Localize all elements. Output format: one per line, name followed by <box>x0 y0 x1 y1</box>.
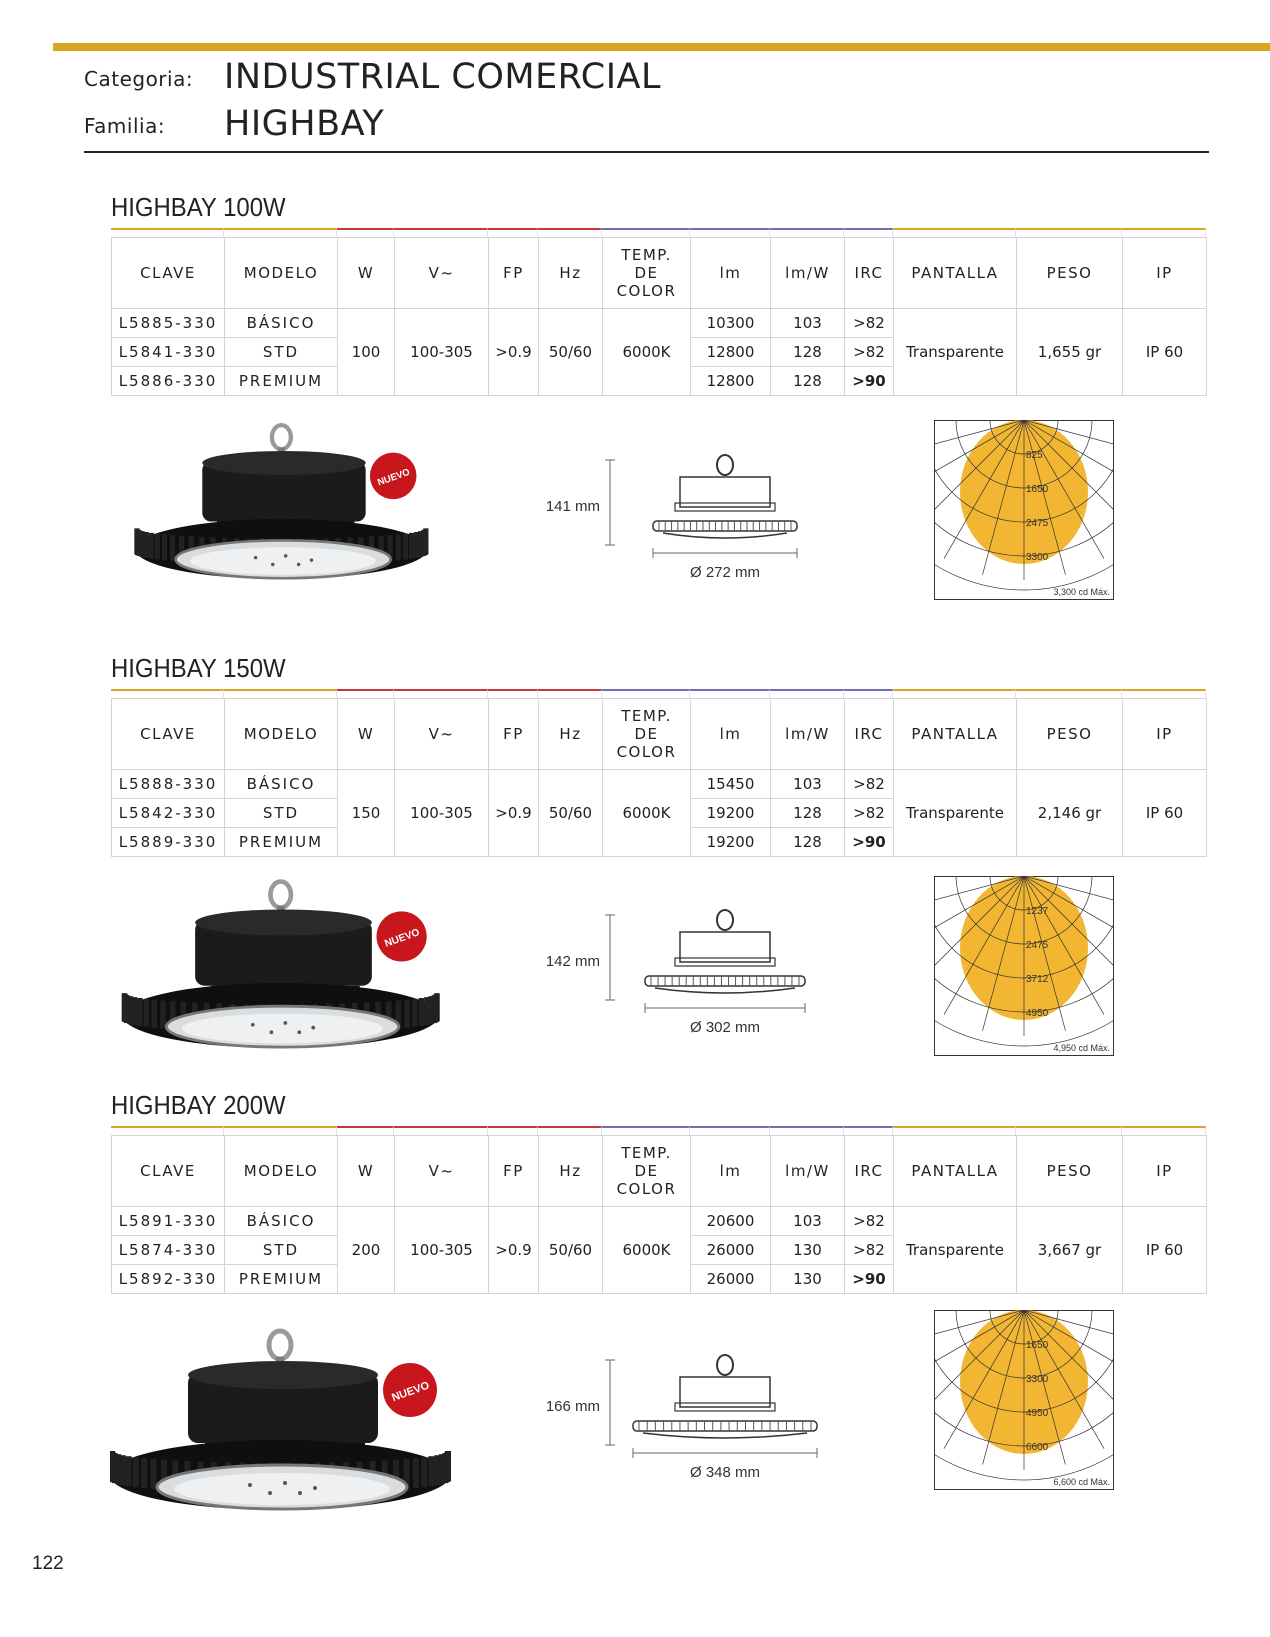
polar-ring-label: 825 <box>1026 450 1043 461</box>
spec-table <box>111 1135 1207 1294</box>
header-rule <box>84 151 1209 153</box>
w-cell: 100 <box>338 309 395 396</box>
polar-max-label: 4,950 cd Máx. <box>1053 1043 1110 1053</box>
irc-cell: >82 <box>845 770 894 799</box>
dimension-drawing <box>520 445 840 595</box>
polar-ring-label: 1650 <box>1026 1340 1049 1351</box>
clave-cell: L5888-330 <box>112 770 225 799</box>
lm-cell: 12800 <box>691 338 771 367</box>
irc-cell: >90 <box>845 828 894 857</box>
modelo-cell: PREMIUM <box>225 828 338 857</box>
categoria-value: INDUSTRIAL COMERCIAL <box>224 57 661 97</box>
col-clave: CLAVE <box>112 1136 225 1207</box>
col-modelo: MODELO <box>225 699 338 770</box>
modelo-cell: PREMIUM <box>225 1265 338 1294</box>
col-peso: PESO <box>1017 238 1123 309</box>
dimension-drawing <box>520 900 840 1050</box>
clave-cell: L5889-330 <box>112 828 225 857</box>
col-fp: FP <box>489 699 539 770</box>
col-pantalla: PANTALLA <box>894 1136 1017 1207</box>
lm-cell: 15450 <box>691 770 771 799</box>
lm-cell: 26000 <box>691 1236 771 1265</box>
col-w: W <box>338 699 395 770</box>
col-clave: CLAVE <box>112 699 225 770</box>
polar-ring-label: 1237 <box>1026 906 1049 917</box>
lmw-cell: 128 <box>771 799 845 828</box>
ip-cell: IP 60 <box>1123 1207 1207 1294</box>
w-cell: 200 <box>338 1207 395 1294</box>
clave-cell: L5886-330 <box>112 367 225 396</box>
product-section <box>111 651 1211 857</box>
col-lm: lm <box>691 699 771 770</box>
page-number: 122 <box>32 1553 64 1574</box>
lamp-photo <box>110 420 470 620</box>
col-pantalla: PANTALLA <box>894 238 1017 309</box>
col-temp-line: COLOR <box>616 743 677 761</box>
col-ip: IP <box>1123 699 1207 770</box>
table-row <box>112 770 1207 799</box>
irc-cell: >90 <box>845 367 894 396</box>
diameter-label: Ø 348 mm <box>689 1464 761 1481</box>
polar-ring-label: 2475 <box>1026 940 1049 951</box>
modelo-cell: PREMIUM <box>225 367 338 396</box>
fp-cell: >0.9 <box>489 309 539 396</box>
lm-cell: 10300 <box>691 309 771 338</box>
col-lmw: lm/W <box>771 238 845 309</box>
polar-ring-label: 3300 <box>1026 552 1049 563</box>
lamp-photo <box>110 1325 470 1525</box>
col-lmw: lm/W <box>771 1136 845 1207</box>
product-section <box>111 190 1211 396</box>
polar-ring-label: 1650 <box>1026 484 1049 495</box>
lmw-cell: 103 <box>771 770 845 799</box>
badge-text: NUEVO <box>383 927 422 950</box>
table-row <box>112 1207 1207 1236</box>
col-temp-line: DE <box>634 264 659 282</box>
pantalla-cell: Transparente <box>894 1207 1017 1294</box>
color-stripe <box>111 1126 1211 1135</box>
col-temp-line: COLOR <box>616 1180 677 1198</box>
temp-cell: 6000K <box>603 1207 691 1294</box>
badge-text: NUEVO <box>376 466 412 489</box>
col-peso: PESO <box>1017 699 1123 770</box>
pantalla-cell: Transparente <box>894 309 1017 396</box>
col-irc: IRC <box>845 238 894 309</box>
clave-cell: L5892-330 <box>112 1265 225 1294</box>
table-header-row <box>112 238 1207 309</box>
spec-table <box>111 698 1207 857</box>
col-irc: IRC <box>845 1136 894 1207</box>
clave-cell: L5891-330 <box>112 1207 225 1236</box>
lm-cell: 26000 <box>691 1265 771 1294</box>
hz-cell: 50/60 <box>539 770 603 857</box>
lmw-cell: 103 <box>771 309 845 338</box>
polar-ring-label: 2475 <box>1026 518 1049 529</box>
temp-cell: 6000K <box>603 770 691 857</box>
col-temp-line: DE <box>634 1162 659 1180</box>
polar-diagram <box>934 876 1114 1056</box>
table-header-row <box>112 1136 1207 1207</box>
col-ip: IP <box>1123 238 1207 309</box>
polar-ring-label: 4950 <box>1026 1008 1049 1019</box>
color-stripe <box>111 689 1211 698</box>
fp-cell: >0.9 <box>489 1207 539 1294</box>
table-row <box>112 309 1207 338</box>
clave-cell: L5874-330 <box>112 1236 225 1265</box>
clave-cell: L5885-330 <box>112 309 225 338</box>
lm-cell: 12800 <box>691 367 771 396</box>
height-label: 166 mm <box>545 1398 600 1415</box>
v-cell: 100-305 <box>395 1207 489 1294</box>
col-hz: Hz <box>539 238 603 309</box>
lmw-cell: 128 <box>771 338 845 367</box>
col-hz: Hz <box>539 1136 603 1207</box>
clave-cell: L5842-330 <box>112 799 225 828</box>
col-lm: lm <box>691 1136 771 1207</box>
col-irc: IRC <box>845 699 894 770</box>
v-cell: 100-305 <box>395 309 489 396</box>
product-title: HIGHBAY 100W <box>111 192 286 222</box>
col-temp-line: TEMP. <box>621 1144 672 1162</box>
lmw-cell: 130 <box>771 1265 845 1294</box>
peso-cell: 2,146 gr <box>1017 770 1123 857</box>
lmw-cell: 103 <box>771 1207 845 1236</box>
product-section <box>111 1088 1211 1294</box>
irc-cell: >82 <box>845 309 894 338</box>
hz-cell: 50/60 <box>539 1207 603 1294</box>
col-clave: CLAVE <box>112 238 225 309</box>
pantalla-cell: Transparente <box>894 770 1017 857</box>
irc-cell: >82 <box>845 1236 894 1265</box>
polar-max-label: 6,600 cd Máx. <box>1053 1477 1110 1487</box>
polar-diagram <box>934 1310 1114 1490</box>
w-cell: 150 <box>338 770 395 857</box>
familia-value: HIGHBAY <box>224 104 385 144</box>
badge-text: NUEVO <box>390 1379 432 1405</box>
modelo-cell: BÁSICO <box>225 309 338 338</box>
col-fp: FP <box>489 1136 539 1207</box>
ip-cell: IP 60 <box>1123 309 1207 396</box>
temp-cell: 6000K <box>603 309 691 396</box>
polar-ring-label: 3300 <box>1026 1374 1049 1385</box>
lm-cell: 20600 <box>691 1207 771 1236</box>
polar-ring-label: 3712 <box>1026 974 1049 985</box>
lmw-cell: 128 <box>771 367 845 396</box>
col-temp-line: TEMP. <box>621 246 672 264</box>
col-w: W <box>338 238 395 309</box>
modelo-cell: STD <box>225 1236 338 1265</box>
lamp-photo <box>110 876 470 1076</box>
col-temp-line: TEMP. <box>621 707 672 725</box>
accent-bar <box>53 43 1270 51</box>
col-temp <box>603 1136 691 1207</box>
col-modelo: MODELO <box>225 1136 338 1207</box>
height-label: 141 mm <box>545 498 600 515</box>
col-v: V~ <box>395 1136 489 1207</box>
dimension-drawing <box>520 1345 840 1495</box>
modelo-cell: BÁSICO <box>225 1207 338 1236</box>
height-label: 142 mm <box>545 953 600 970</box>
familia-label: Familia: <box>84 114 166 138</box>
col-modelo: MODELO <box>225 238 338 309</box>
diameter-label: Ø 302 mm <box>689 1019 761 1036</box>
peso-cell: 3,667 gr <box>1017 1207 1123 1294</box>
product-title: HIGHBAY 150W <box>111 653 286 683</box>
modelo-cell: STD <box>225 799 338 828</box>
polar-diagram <box>934 420 1114 600</box>
v-cell: 100-305 <box>395 770 489 857</box>
col-fp: FP <box>489 238 539 309</box>
col-v: V~ <box>395 699 489 770</box>
col-temp <box>603 699 691 770</box>
col-temp-line: DE <box>634 725 659 743</box>
lm-cell: 19200 <box>691 828 771 857</box>
col-ip: IP <box>1123 1136 1207 1207</box>
col-w: W <box>338 1136 395 1207</box>
polar-ring-label: 4950 <box>1026 1408 1049 1419</box>
spec-table <box>111 237 1207 396</box>
col-pantalla: PANTALLA <box>894 699 1017 770</box>
modelo-cell: BÁSICO <box>225 770 338 799</box>
fp-cell: >0.9 <box>489 770 539 857</box>
categoria-label: Categoria: <box>84 67 194 91</box>
lm-cell: 19200 <box>691 799 771 828</box>
hz-cell: 50/60 <box>539 309 603 396</box>
lmw-cell: 128 <box>771 828 845 857</box>
irc-cell: >82 <box>845 1207 894 1236</box>
irc-cell: >82 <box>845 799 894 828</box>
product-title: HIGHBAY 200W <box>111 1090 286 1120</box>
col-lm: lm <box>691 238 771 309</box>
col-v: V~ <box>395 238 489 309</box>
col-lmw: lm/W <box>771 699 845 770</box>
irc-cell: >90 <box>845 1265 894 1294</box>
peso-cell: 1,655 gr <box>1017 309 1123 396</box>
color-stripe <box>111 228 1211 237</box>
col-peso: PESO <box>1017 1136 1123 1207</box>
irc-cell: >82 <box>845 338 894 367</box>
col-hz: Hz <box>539 699 603 770</box>
polar-max-label: 3,300 cd Máx. <box>1053 587 1110 597</box>
modelo-cell: STD <box>225 338 338 367</box>
ip-cell: IP 60 <box>1123 770 1207 857</box>
diameter-label: Ø 272 mm <box>689 564 761 581</box>
table-header-row <box>112 699 1207 770</box>
lmw-cell: 130 <box>771 1236 845 1265</box>
col-temp <box>603 238 691 309</box>
polar-ring-label: 6600 <box>1026 1442 1049 1453</box>
col-temp-line: COLOR <box>616 282 677 300</box>
clave-cell: L5841-330 <box>112 338 225 367</box>
